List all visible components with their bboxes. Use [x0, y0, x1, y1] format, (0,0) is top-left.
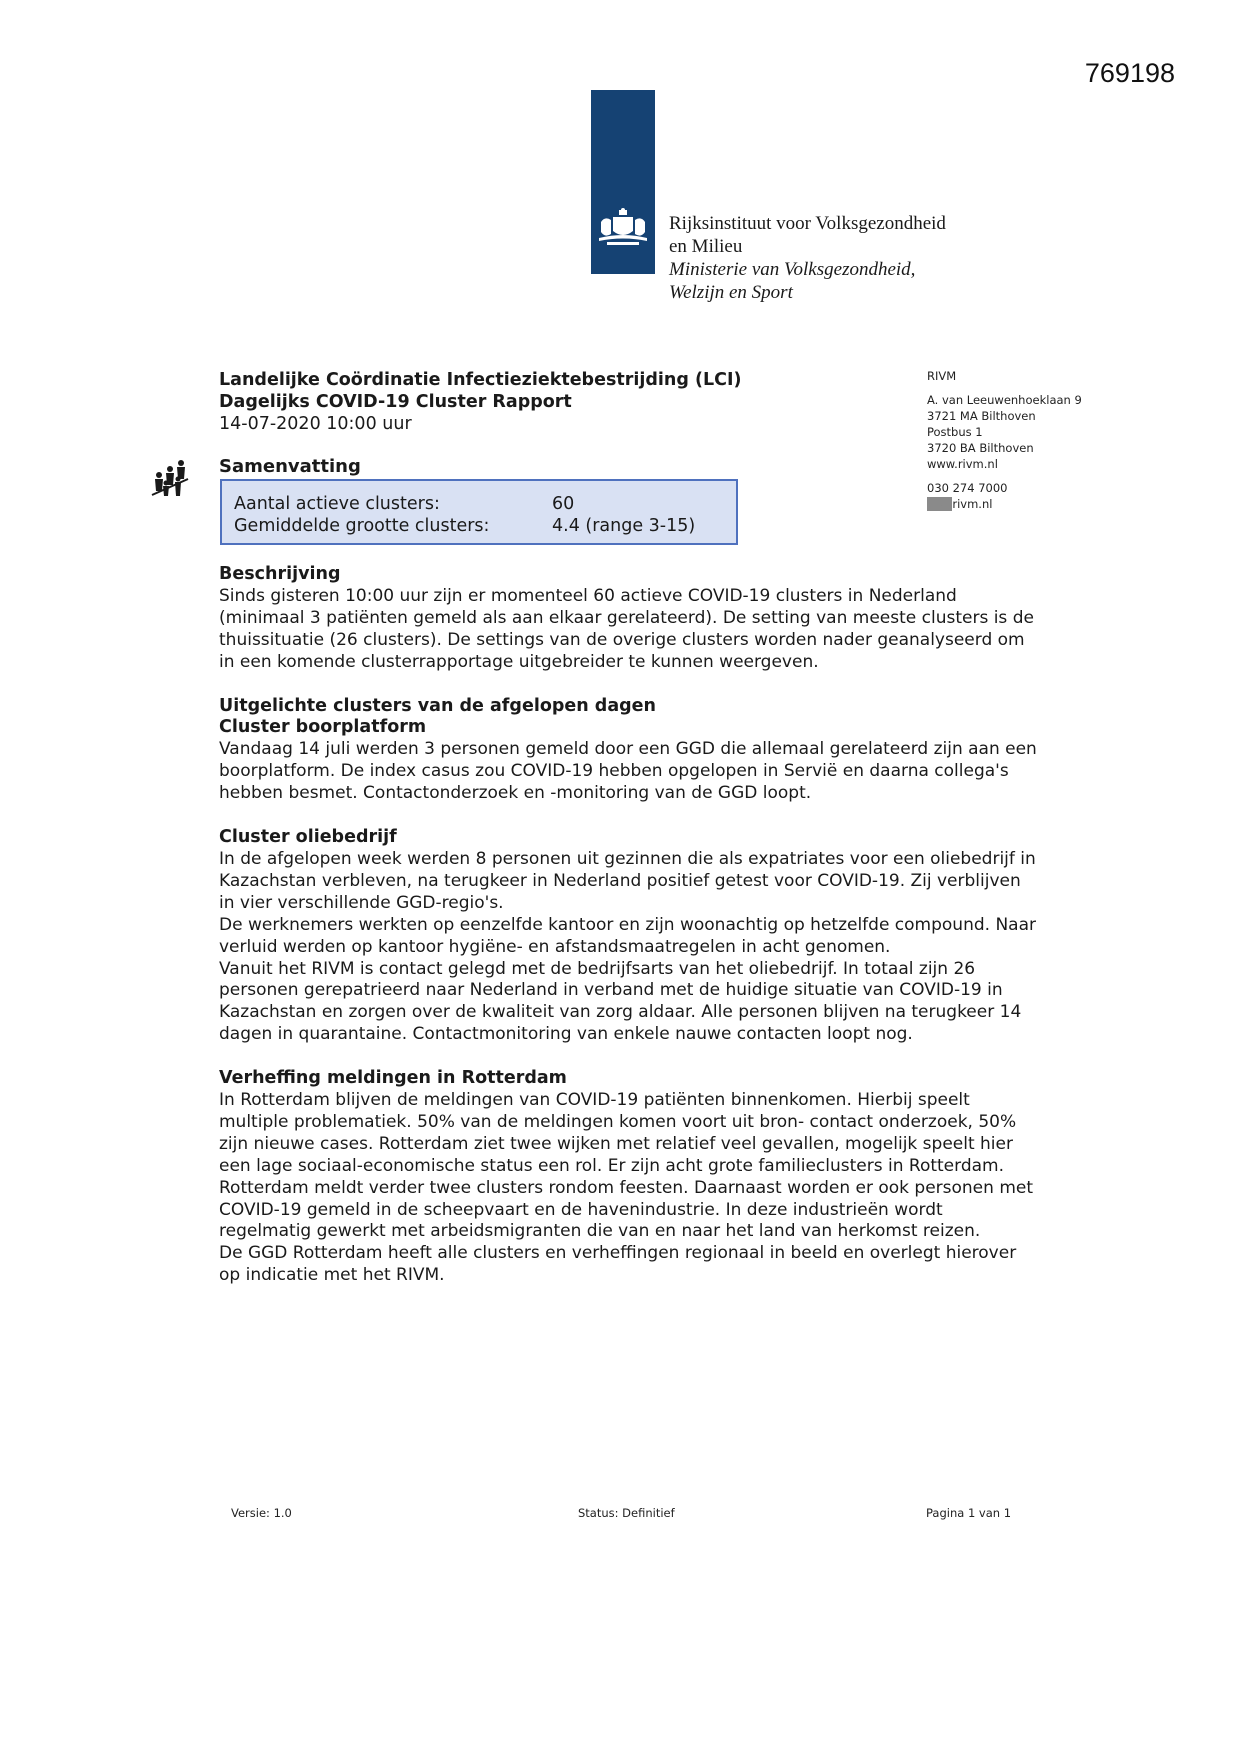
section-heading: Cluster oliebedrijf [219, 827, 397, 848]
report-date: 14-07-2020 10:00 uur [219, 414, 412, 434]
paragraph: Sinds gisteren 10:00 uur zijn er momenteel 60 actieve COVID-19 clusters in Nederland (minimaal 3 patiënten gemeld als aan elkaar gerelateerd). De setting van meeste clusters is de thuissituatie (26 clusters). De settings van de overige clusters worden nader geanalyseerd om in een komende clusterrapportage uitgebreider te kunnen weergeven. [219, 585, 1034, 672]
paragraph: De GGD Rotterdam heeft alle clusters en verheffingen regionaal in beeld en overlegt hierover op indicatie met het RIVM. [219, 1243, 1017, 1286]
summary-title: Samenvatting [219, 456, 361, 477]
address-pobox: Postbus 1 [927, 425, 983, 439]
report-org: Landelijke Coördinatie Infectieziektebestrijding (LCI) [219, 370, 742, 390]
address-web: www.rivm.nl [927, 457, 998, 471]
summary-label: Aantal actieve clusters: [234, 494, 440, 514]
logo-line: en Milieu [669, 236, 743, 257]
report-title: Dagelijks COVID-19 Cluster Rapport [219, 392, 572, 412]
rijksoverheid-logo [591, 90, 655, 274]
paragraph: Vanuit het RIVM is contact gelegd met de bedrijfsarts van het oliebedrijf. In totaal zijn 26 personen gerepatrieerd naar Nederland in verband met de huidige situatie van COVID-19 in Kazachstan en zorgen over de kwaliteit van zorg aldaar. Alle personen blijven na terugkeer 14 dagen in quarantaine. Contactmonitoring van enkele nauwe contacten loopt nog. [219, 958, 1022, 1045]
summary-value: 60 [552, 494, 575, 514]
paragraph: Vandaag 14 juli werden 3 personen gemeld door een GGD die allemaal gerelateerd zijn aan een boorplatform. De index casus zou COVID-19 hebben opgelopen in Servië en daarna collega's hebben besmet. Contactonderzoek en -monitoring van de GGD loopt. [219, 739, 1037, 804]
address-block [927, 368, 1082, 512]
logo-text [669, 212, 946, 304]
logo-line: Rijksinstituut voor Volksgezondheid [669, 213, 946, 234]
address-phone: 030 274 7000 [927, 481, 1008, 495]
logo-line: Welzijn en Sport [669, 282, 793, 303]
summary-row [234, 515, 736, 537]
address-city: 3721 MA Bilthoven [927, 409, 1036, 423]
footer-status: Status: Definitief [578, 1506, 675, 1520]
address-email [927, 496, 1082, 512]
paragraph: In Rotterdam blijven de meldingen van COVID-19 patiënten binnenkomen. Hierbij speelt multiple problematiek. 50% van de meldingen komen voort uit bron- contact onderzoek, 50% zijn nieuwe cases. Rotterdam ziet twee wijken met relatief veel gevallen, mogelijk speelt hier een lage sociaal-economische status een rol. Er zijn acht grote familieclusters in Rotterdam. Rotterdam meldt verder twee clusters rondom feesten. Daarnaast worden er ook personen met COVID-19 gemeld in de scheepvaart en de havenindustrie. In deze industrieën wordt regelmatig gewerkt met arbeidsmigranten die van en naar het land van herkomst reizen. [219, 1090, 1034, 1242]
report-body [219, 564, 1039, 1287]
footer-page: Pagina 1 van 1 [926, 1506, 1012, 1520]
coat-of-arms-icon [597, 208, 649, 248]
summary-value: 4.4 (range 3-15) [552, 516, 696, 536]
summary-label: Gemiddelde grootte clusters: [234, 516, 490, 536]
section-heading: Verheffing meldingen in Rotterdam [219, 1068, 567, 1089]
section-heading: Uitgelichte clusters van de afgelopen dagen [219, 695, 656, 716]
document-number: 769198 [1084, 58, 1175, 88]
summary-box [220, 479, 738, 545]
email-domain: rivm.nl [952, 497, 993, 511]
summary-row [234, 493, 736, 515]
cluster-people-icon [150, 459, 190, 497]
paragraph: De werknemers werkten op eenzelfde kantoor en zijn woonachtig op hetzelfde compound. Naar verluid werden op kantoor hygiëne- en afstandsmaatregelen in acht genomen. [219, 914, 1036, 957]
logo-line: Ministerie van Volksgezondheid, [669, 259, 916, 280]
redaction-mark: 1.2e [927, 497, 953, 511]
address-street: A. van Leeuwenhoeklaan 9 [927, 393, 1082, 407]
section-heading: Beschrijving [219, 564, 341, 584]
address-org: RIVM [927, 369, 957, 383]
report-header [219, 369, 741, 435]
section-subheading: Cluster boorplatform [219, 717, 427, 738]
paragraph: In de afgelopen week werden 8 personen uit gezinnen die als expatriates voor een oliebedrijf in Kazachstan verbleven, na terugkeer in Nederland positief getest voor COVID-19. Zij verblijven in vier verschillende GGD-regio's. [219, 848, 1036, 913]
footer-version: Versie: 1.0 [231, 1506, 292, 1520]
address-pocity: 3720 BA Bilthoven [927, 441, 1034, 455]
